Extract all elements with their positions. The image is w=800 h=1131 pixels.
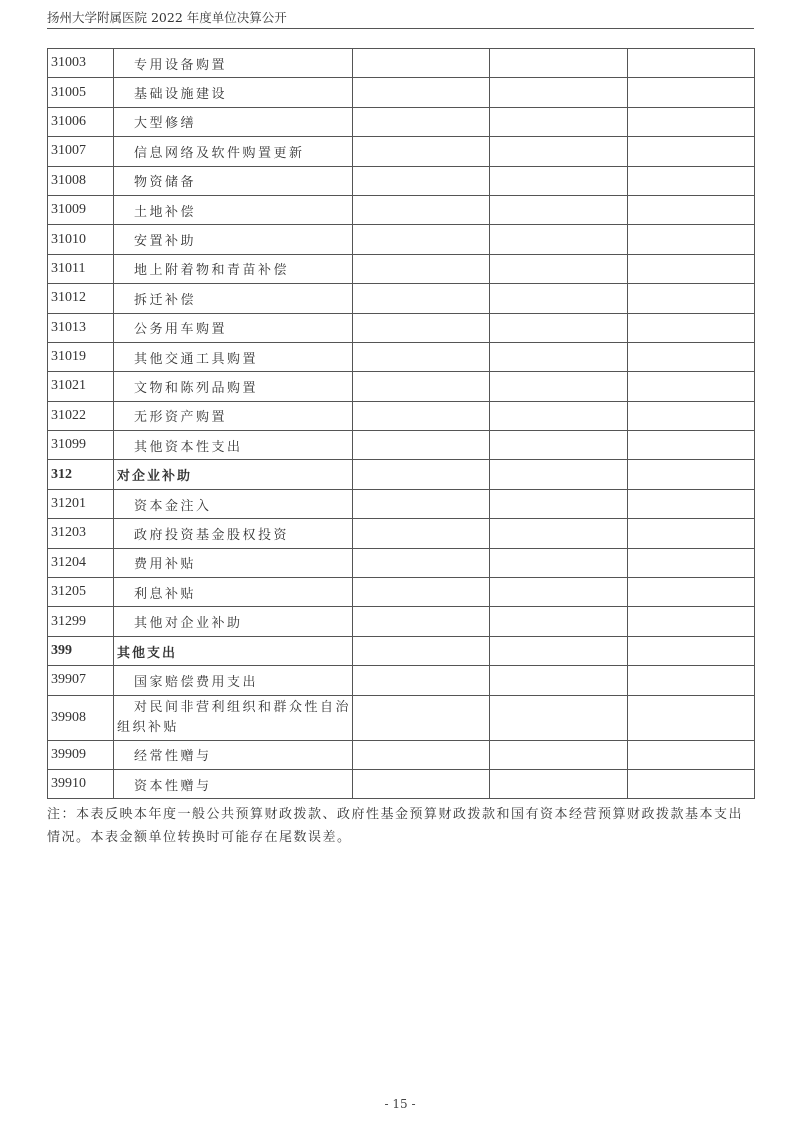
amount-cell-personnel xyxy=(490,49,628,78)
amount-cell-total xyxy=(353,195,490,224)
amount-cell-total xyxy=(353,769,490,798)
amount-cell-total xyxy=(353,607,490,636)
amount-cell-personnel xyxy=(490,607,628,636)
amount-cell-personnel xyxy=(490,195,628,224)
amount-cell-public xyxy=(628,548,755,577)
amount-cell-public xyxy=(628,769,755,798)
subject-code: 31011 xyxy=(48,254,114,283)
amount-cell-personnel xyxy=(490,548,628,577)
subject-code: 31205 xyxy=(48,578,114,607)
subject-code: 312 xyxy=(48,460,114,489)
amount-cell-personnel xyxy=(490,137,628,166)
subject-code: 39910 xyxy=(48,769,114,798)
subject-name: 国家赔偿费用支出 xyxy=(114,666,353,695)
table-category-row xyxy=(48,460,755,489)
subject-name: 拆迁补偿 xyxy=(114,284,353,313)
amount-cell-public xyxy=(628,195,755,224)
amount-cell-public xyxy=(628,489,755,518)
amount-cell-total xyxy=(353,695,490,740)
table-row xyxy=(48,401,755,430)
amount-cell-total xyxy=(353,78,490,107)
table-row xyxy=(48,431,755,460)
table-row xyxy=(48,769,755,798)
amount-cell-personnel xyxy=(490,225,628,254)
subject-code: 31009 xyxy=(48,195,114,224)
table-note: 注：本表反映本年度一般公共预算财政拨款、政府性基金预算财政拨款和国有资本经营预算财政拨款基本支出情况。本表金额单位转换时可能存在尾数误差。 xyxy=(47,807,744,845)
amount-cell-total xyxy=(353,372,490,401)
amount-cell-personnel xyxy=(490,666,628,695)
amount-cell-public xyxy=(628,137,755,166)
page-number: - 15 - xyxy=(384,1097,416,1111)
subject-code: 399 xyxy=(48,636,114,665)
table-row xyxy=(48,195,755,224)
document-header: 扬州大学附属医院 2022 年度单位决算公开 xyxy=(47,10,754,29)
amount-cell-public xyxy=(628,519,755,548)
amount-cell-personnel xyxy=(490,107,628,136)
amount-cell-public xyxy=(628,254,755,283)
subject-code: 31204 xyxy=(48,548,114,577)
amount-cell-personnel xyxy=(490,578,628,607)
table-category-row xyxy=(48,636,755,665)
amount-cell-total xyxy=(353,401,490,430)
amount-cell-total xyxy=(353,342,490,371)
subject-code: 31010 xyxy=(48,225,114,254)
amount-cell-personnel xyxy=(490,284,628,313)
amount-cell-total xyxy=(353,166,490,195)
amount-cell-total xyxy=(353,313,490,342)
subject-name: 政府投资基金股权投资 xyxy=(114,519,353,548)
subject-name: 大型修缮 xyxy=(114,107,353,136)
subject-name: 公务用车购置 xyxy=(114,313,353,342)
table-row xyxy=(48,49,755,78)
subject-name: 物资储备 xyxy=(114,166,353,195)
subject-code: 31099 xyxy=(48,431,114,460)
subject-name: 信息网络及软件购置更新 xyxy=(114,137,353,166)
table-row xyxy=(48,372,755,401)
amount-cell-personnel xyxy=(490,313,628,342)
amount-cell-total xyxy=(353,548,490,577)
amount-cell-total xyxy=(353,107,490,136)
amount-cell-public xyxy=(628,313,755,342)
subject-code: 31013 xyxy=(48,313,114,342)
subject-name: 安置补助 xyxy=(114,225,353,254)
subject-name: 对企业补助 xyxy=(114,460,353,489)
subject-code: 31022 xyxy=(48,401,114,430)
amount-cell-public xyxy=(628,107,755,136)
subject-name: 其他交通工具购置 xyxy=(114,342,353,371)
subject-code: 31019 xyxy=(48,342,114,371)
subject-code: 31299 xyxy=(48,607,114,636)
subject-name: 资本金注入 xyxy=(114,489,353,518)
amount-cell-personnel xyxy=(490,431,628,460)
subject-code: 31021 xyxy=(48,372,114,401)
amount-cell-total xyxy=(353,636,490,665)
table-row xyxy=(48,548,755,577)
amount-cell-total xyxy=(353,740,490,769)
amount-cell-public xyxy=(628,342,755,371)
subject-code: 31005 xyxy=(48,78,114,107)
amount-cell-total xyxy=(353,666,490,695)
amount-cell-total xyxy=(353,519,490,548)
amount-cell-personnel xyxy=(490,401,628,430)
amount-cell-total xyxy=(353,225,490,254)
amount-cell-total xyxy=(353,431,490,460)
table-row xyxy=(48,78,755,107)
amount-cell-public xyxy=(628,666,755,695)
table-body xyxy=(48,49,755,799)
subject-name: 无形资产购置 xyxy=(114,401,353,430)
table-row xyxy=(48,578,755,607)
amount-cell-personnel xyxy=(490,489,628,518)
subject-code: 39907 xyxy=(48,666,114,695)
table-row xyxy=(48,225,755,254)
subject-code: 31012 xyxy=(48,284,114,313)
table-row xyxy=(48,607,755,636)
table-row xyxy=(48,519,755,548)
subject-name: 基础设施建设 xyxy=(114,78,353,107)
amount-cell-public xyxy=(628,284,755,313)
subject-code: 31007 xyxy=(48,137,114,166)
amount-cell-total xyxy=(353,284,490,313)
amount-cell-total xyxy=(353,49,490,78)
subject-name: 专用设备购置 xyxy=(114,49,353,78)
amount-cell-public xyxy=(628,78,755,107)
amount-cell-personnel xyxy=(490,166,628,195)
table-row xyxy=(48,254,755,283)
subject-name: 其他资本性支出 xyxy=(114,431,353,460)
subject-code: 31003 xyxy=(48,49,114,78)
subject-name: 经常性赠与 xyxy=(114,740,353,769)
amount-cell-total xyxy=(353,137,490,166)
amount-cell-personnel xyxy=(490,460,628,489)
amount-cell-personnel xyxy=(490,769,628,798)
table-row xyxy=(48,284,755,313)
amount-cell-public xyxy=(628,578,755,607)
amount-cell-public xyxy=(628,460,755,489)
amount-cell-public xyxy=(628,607,755,636)
subject-name: 利息补贴 xyxy=(114,578,353,607)
subject-name: 对民间非营利组织和群众性自治组织补贴 xyxy=(114,695,353,740)
subject-name: 文物和陈列品购置 xyxy=(114,372,353,401)
amount-cell-personnel xyxy=(490,342,628,371)
subject-code: 31203 xyxy=(48,519,114,548)
table-row xyxy=(48,166,755,195)
amount-cell-personnel xyxy=(490,78,628,107)
table-row xyxy=(48,666,755,695)
amount-cell-personnel xyxy=(490,740,628,769)
amount-cell-public xyxy=(628,431,755,460)
amount-cell-total xyxy=(353,578,490,607)
table-row xyxy=(48,695,755,740)
subject-code: 31006 xyxy=(48,107,114,136)
amount-cell-personnel xyxy=(490,636,628,665)
amount-cell-personnel xyxy=(490,372,628,401)
subject-name: 其他对企业补助 xyxy=(114,607,353,636)
table-row xyxy=(48,313,755,342)
table-row xyxy=(48,740,755,769)
table-row xyxy=(48,489,755,518)
subject-code: 31201 xyxy=(48,489,114,518)
subject-name: 其他支出 xyxy=(114,636,353,665)
amount-cell-personnel xyxy=(490,519,628,548)
amount-cell-total xyxy=(353,489,490,518)
amount-cell-public xyxy=(628,740,755,769)
subject-code: 31008 xyxy=(48,166,114,195)
expenditure-table xyxy=(47,48,754,799)
table-row xyxy=(48,342,755,371)
amount-cell-public xyxy=(628,166,755,195)
amount-cell-public xyxy=(628,636,755,665)
amount-cell-total xyxy=(353,254,490,283)
amount-cell-public xyxy=(628,225,755,254)
amount-cell-public xyxy=(628,401,755,430)
amount-cell-personnel xyxy=(490,254,628,283)
amount-cell-public xyxy=(628,695,755,740)
table-row xyxy=(48,137,755,166)
table-row xyxy=(48,107,755,136)
subject-code: 39908 xyxy=(48,695,114,740)
subject-name: 土地补偿 xyxy=(114,195,353,224)
subject-code: 39909 xyxy=(48,740,114,769)
amount-cell-total xyxy=(353,460,490,489)
subject-name: 资本性赠与 xyxy=(114,769,353,798)
amount-cell-personnel xyxy=(490,695,628,740)
subject-name: 地上附着物和青苗补偿 xyxy=(114,254,353,283)
amount-cell-public xyxy=(628,49,755,78)
amount-cell-public xyxy=(628,372,755,401)
subject-name: 费用补贴 xyxy=(114,548,353,577)
